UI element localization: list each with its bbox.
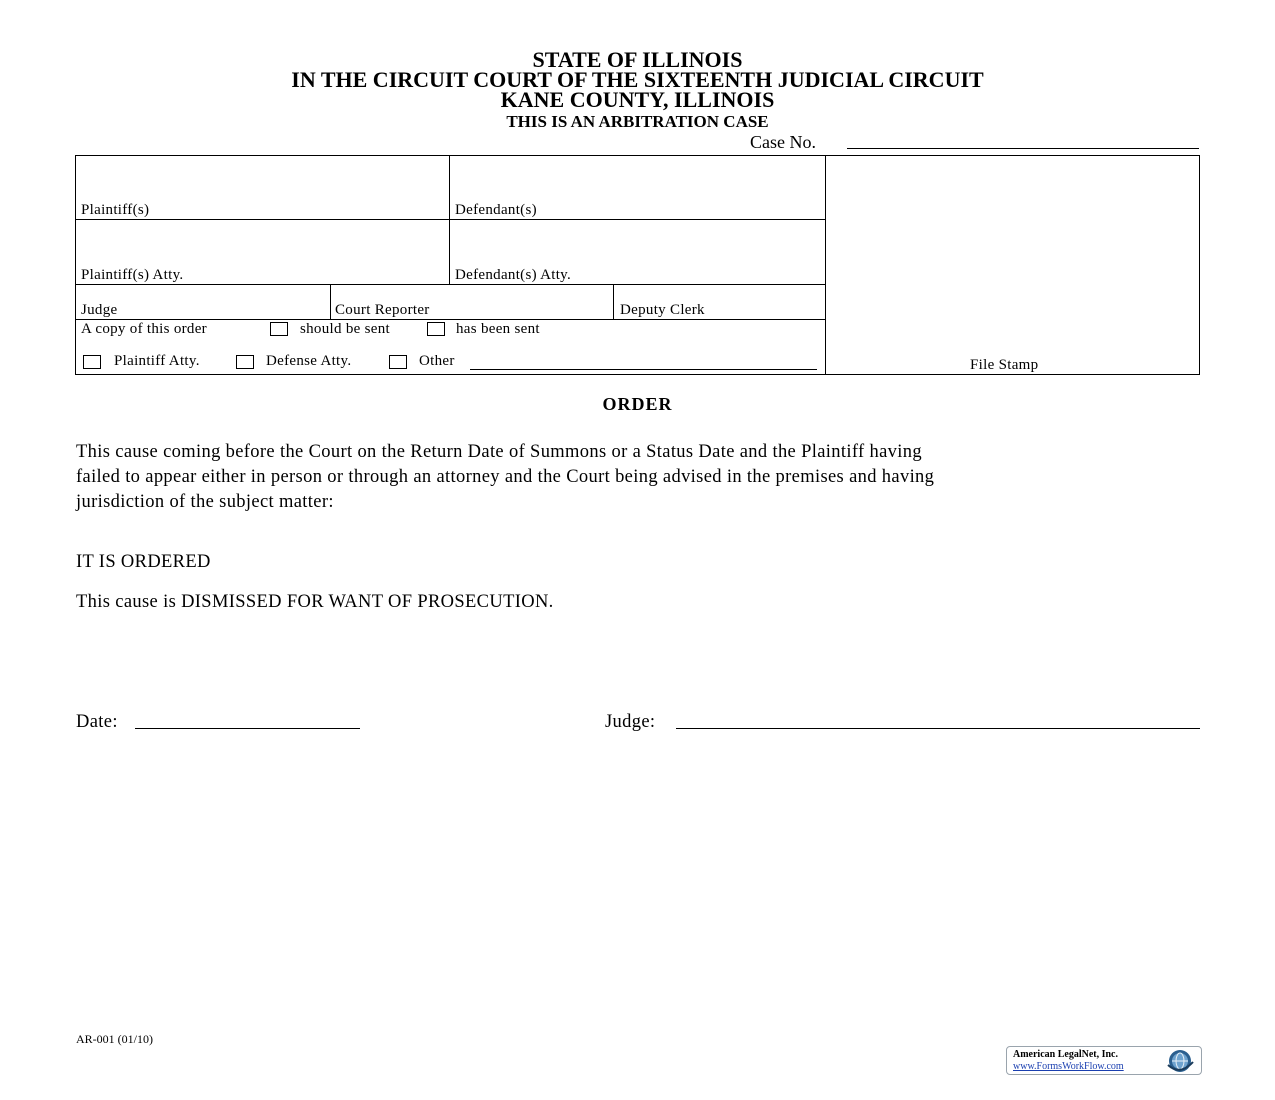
has-been-sent-checkbox[interactable] [427,322,445,336]
other-field[interactable] [470,369,817,370]
file-stamp-box [825,155,1200,375]
deputy-clerk-label: Deputy Clerk [620,302,705,318]
copy-order-label: A copy of this order [81,321,207,337]
should-be-sent-label: should be sent [300,321,391,337]
court-county-heading: KANE COUNTY, ILLINOIS [500,87,775,112]
publisher-name: American LegalNet, Inc. [1013,1049,1118,1060]
case-no-label: Case No. [750,132,816,152]
order-title: ORDER [602,394,673,414]
plaintiff-atty-label: Plaintiff Atty. [114,353,200,369]
caption-divider [75,284,826,285]
judge-signature-label: Judge: [605,712,656,732]
order-paragraph-line: jurisdiction of the subject matter: [76,492,334,512]
judge-label: Judge [81,302,118,318]
defendants-label: Defendant(s) [455,202,537,218]
publisher-url-link[interactable]: www.FormsWorkFlow.com [1013,1061,1124,1072]
other-label: Other [419,353,455,369]
court-state-heading: STATE OF ILLINOIS [532,47,743,72]
other-checkbox[interactable] [389,355,407,369]
defense-atty-label: Defense Atty. [266,353,352,369]
dismissal-text: This cause is DISMISSED FOR WANT OF PROSECUTION. [76,592,554,612]
order-paragraph-line: This cause coming before the Court on the Return Date of Summons or a Status Date and the Plaintiff having [76,442,922,462]
defendants-atty-label: Defendant(s) Atty. [455,267,572,283]
date-field[interactable] [135,728,360,729]
has-been-sent-label: has been sent [456,321,540,337]
defense-atty-checkbox[interactable] [236,355,254,369]
should-be-sent-checkbox[interactable] [270,322,288,336]
court-circuit-heading: IN THE CIRCUIT COURT OF THE SIXTEENTH JUDICIAL CIRCUIT [291,67,984,92]
file-stamp-label: File Stamp [970,357,1039,373]
case-no-field[interactable] [847,148,1199,149]
caption-divider [75,319,826,320]
court-reporter-label: Court Reporter [335,302,430,318]
it-is-ordered-text: IT IS ORDERED [76,552,211,572]
caption-divider [330,284,331,319]
form-code: AR-001 (01/10) [76,1032,153,1046]
plaintiff-atty-checkbox[interactable] [83,355,101,369]
date-label: Date: [76,712,118,732]
order-paragraph-line: failed to appear either in person or through an attorney and the Court being advised in the premises and having [76,467,935,487]
plaintiffs-atty-label: Plaintiff(s) Atty. [81,267,184,283]
plaintiffs-label: Plaintiff(s) [81,202,150,218]
globe-icon [1163,1048,1197,1074]
caption-divider [613,284,614,319]
judge-signature-field[interactable] [676,728,1200,729]
arbitration-case-heading: THIS IS AN ARBITRATION CASE [506,112,769,131]
